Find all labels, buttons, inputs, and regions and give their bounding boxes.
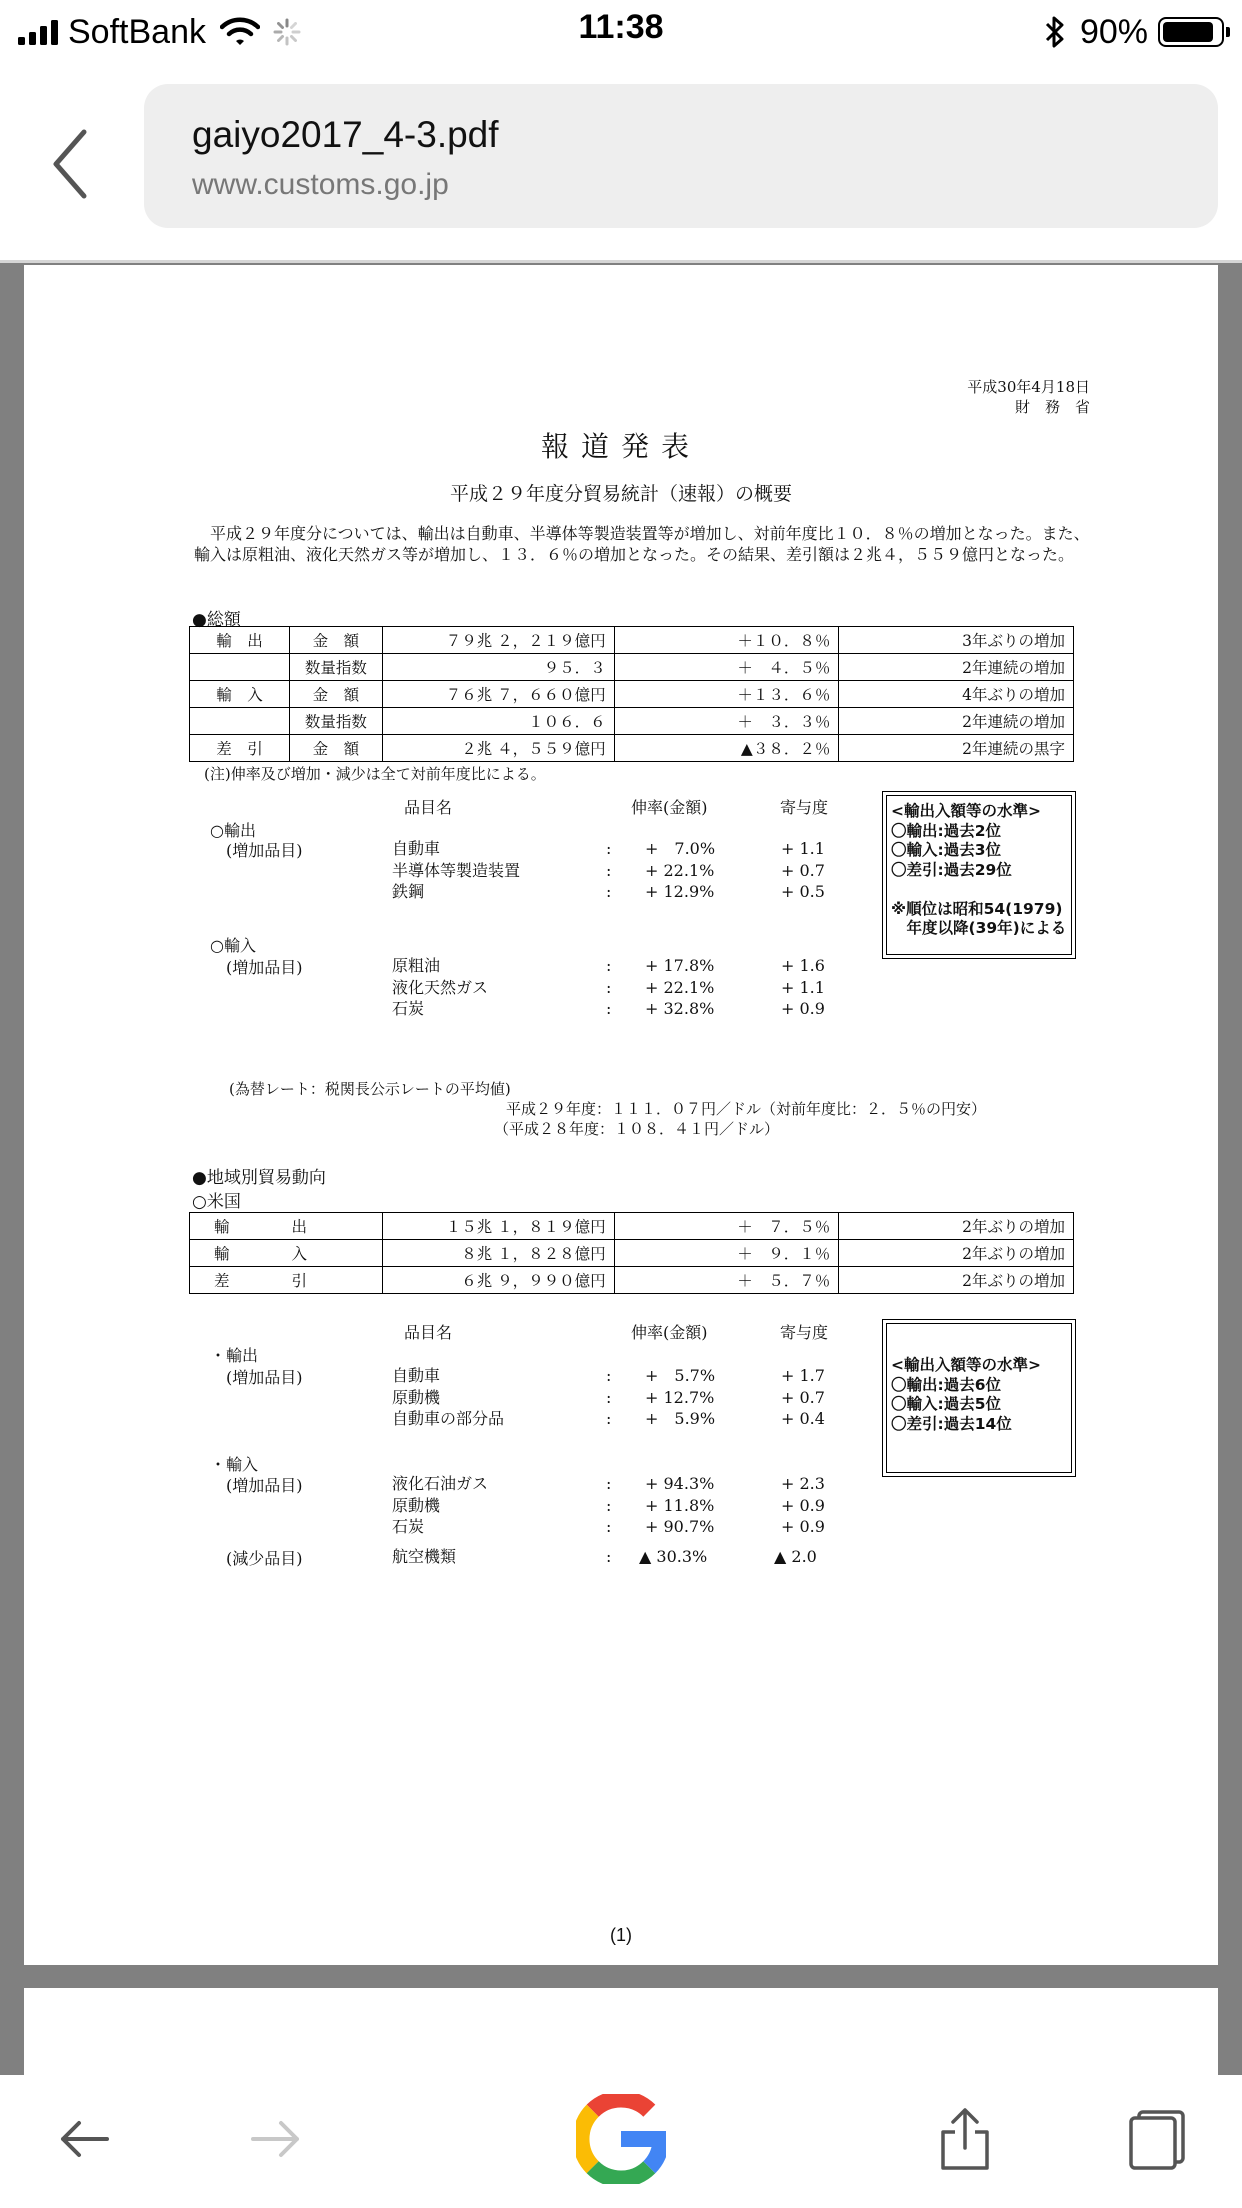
box-line: 〇差引:過去29位 bbox=[891, 860, 1012, 879]
ministry-name: 財 務 省 bbox=[1014, 398, 1090, 416]
export-subheading: (増加品目) bbox=[226, 841, 303, 860]
table-cell bbox=[190, 708, 290, 735]
clock: 11:38 bbox=[578, 8, 664, 46]
table-cell: ＋ ３．３％ bbox=[614, 708, 839, 735]
list-item bbox=[24, 977, 924, 999]
item-separator: : bbox=[606, 839, 612, 858]
item-separator: : bbox=[606, 1547, 612, 1566]
item-name: 半導体等製造装置 bbox=[392, 860, 521, 880]
item-rate: + 17.8% bbox=[645, 956, 715, 975]
item-separator: : bbox=[606, 1366, 612, 1385]
table-cell: 2年ぶりの増加 bbox=[839, 1213, 1074, 1240]
table-cell: ９５．３ bbox=[382, 654, 614, 681]
item-rate: + 94.3% bbox=[645, 1474, 715, 1493]
table-cell: 2年連続の増加 bbox=[839, 708, 1074, 735]
back-button[interactable] bbox=[45, 2099, 125, 2179]
share-icon bbox=[935, 2104, 995, 2174]
list-item bbox=[24, 881, 924, 903]
table-cell: ＋ ５．７％ bbox=[614, 1267, 839, 1294]
item-name: 石炭 bbox=[392, 1517, 425, 1536]
item-name: 液化石油ガス bbox=[392, 1474, 489, 1493]
table-cell: １５兆 １，８１９億円 bbox=[382, 1213, 614, 1240]
url-domain: www.customs.go.jp bbox=[192, 168, 449, 201]
table-row bbox=[190, 1267, 1074, 1294]
table-cell bbox=[190, 654, 290, 681]
box-line: 〇輸出:過去2位 bbox=[891, 821, 1001, 840]
item-separator: : bbox=[606, 882, 612, 901]
status-bar bbox=[0, 0, 1242, 62]
column-header-item: 品目名 bbox=[404, 798, 453, 817]
pdf-page bbox=[24, 265, 1218, 1965]
item-name: 原粗油 bbox=[392, 956, 441, 975]
item-contribution: + 0.7 bbox=[781, 860, 825, 880]
exchange-rate-heading: (為替レート：税関長公示レートの平均値) bbox=[229, 1080, 511, 1098]
item-separator: : bbox=[606, 860, 612, 880]
release-date: 平成30年4月18日 bbox=[967, 378, 1090, 396]
item-name: 石炭 bbox=[392, 999, 425, 1018]
table-row bbox=[190, 1240, 1074, 1267]
box-line: 〇輸入:過去5位 bbox=[891, 1395, 1001, 1413]
share-button[interactable] bbox=[925, 2099, 1005, 2179]
table-cell: 金 額 bbox=[289, 735, 382, 762]
table-cell: 差 引 bbox=[190, 735, 290, 762]
list-item bbox=[24, 1473, 924, 1495]
table-cell: ２兆 ４，５５９億円 bbox=[382, 735, 614, 762]
item-separator: : bbox=[606, 977, 612, 997]
table-cell: ＋ ７．５％ bbox=[614, 1213, 839, 1240]
item-contribution: + 2.3 bbox=[781, 1474, 825, 1493]
table-cell: 輸 出 bbox=[190, 627, 290, 654]
summary-paragraph: 平成２９年度分については、輸出は自動車、半導体等製造装置等が増加し、対前年度比１０．８％の増加となった。また、輸入は原粗油、液化天然ガス等が増加し、１３．６％の増加となった。その結果、差引額は２兆４，５５９億円となった。 bbox=[194, 524, 1090, 564]
table-cell: ７６兆 ７，６６０億円 bbox=[382, 681, 614, 708]
carrier-name: SoftBank bbox=[68, 12, 206, 51]
box-line: 〇輸出:過去6位 bbox=[891, 1375, 1001, 1394]
box-spacer bbox=[891, 880, 1067, 900]
item-rate: + 90.7% bbox=[645, 1517, 715, 1536]
table-cell: １０６．６ bbox=[382, 708, 614, 735]
item-rate: + 5.9% bbox=[645, 1409, 716, 1428]
item-rate: + 11.8% bbox=[645, 1495, 715, 1515]
table-cell: 数量指数 bbox=[289, 654, 382, 681]
box-line: <輸出入額等の水準> bbox=[891, 802, 1041, 820]
total-heading: ●総額 bbox=[192, 610, 241, 630]
item-separator: : bbox=[606, 1517, 612, 1536]
item-contribution: + 0.4 bbox=[781, 1409, 825, 1428]
item-contribution: + 1.1 bbox=[781, 977, 825, 997]
box-line: ※順位は昭和54(1979) bbox=[891, 899, 1063, 918]
tabs-button[interactable] bbox=[1118, 2099, 1198, 2179]
table-cell: 金 額 bbox=[289, 627, 382, 654]
item-name: 自動車の部分品 bbox=[392, 1409, 505, 1428]
item-separator: : bbox=[606, 1387, 612, 1407]
table-cell: 数量指数 bbox=[289, 708, 382, 735]
table-cell: ＋１０．８％ bbox=[614, 627, 839, 654]
box-line: <輸出入額等の水準> bbox=[891, 1356, 1041, 1374]
list-item bbox=[24, 998, 924, 1020]
country-heading: ○米国 bbox=[192, 1192, 241, 1212]
us-decrease-items bbox=[24, 1546, 924, 1568]
list-item bbox=[24, 1495, 924, 1517]
table-row bbox=[190, 1213, 1074, 1240]
url-title: gaiyo2017_4-3.pdf bbox=[192, 114, 499, 155]
item-name: 自動車 bbox=[392, 1366, 441, 1385]
item-name: 鉄鋼 bbox=[392, 882, 425, 901]
us-ranking-box bbox=[882, 1319, 1076, 1477]
column-header-rate: 伸率(金額) bbox=[631, 798, 708, 817]
tabs-icon bbox=[1125, 2106, 1191, 2172]
box-line: 〇差引:過去14位 bbox=[891, 1414, 1012, 1433]
google-home-button[interactable] bbox=[576, 2089, 666, 2189]
table-row bbox=[190, 735, 1074, 762]
import-subheading: (増加品目) bbox=[226, 958, 303, 977]
list-item bbox=[24, 1365, 924, 1387]
exchange-rate-current: 平成２９年度：１１１．０７円／ドル（対前年度比：２．５％の円安） bbox=[506, 1100, 987, 1118]
table-row bbox=[190, 681, 1074, 708]
table-cell: 2年ぶりの増加 bbox=[839, 1240, 1074, 1267]
table-cell: 金 額 bbox=[289, 681, 382, 708]
import-heading: ○輸入 bbox=[210, 936, 256, 955]
item-rate: + 22.1% bbox=[645, 977, 715, 997]
us-import-heading: ・輸入 bbox=[210, 1455, 259, 1474]
list-item bbox=[24, 1546, 924, 1568]
item-contribution: + 0.9 bbox=[781, 1495, 825, 1515]
item-separator: : bbox=[606, 999, 612, 1018]
table-cell: 3年ぶりの増加 bbox=[839, 627, 1074, 654]
table-cell: 4年ぶりの増加 bbox=[839, 681, 1074, 708]
item-rate: ▲ 30.3% bbox=[639, 1547, 708, 1566]
us-table bbox=[189, 1212, 1074, 1294]
table-cell: ７９兆 ２，２１９億円 bbox=[382, 627, 614, 654]
list-item bbox=[24, 1387, 924, 1409]
item-separator: : bbox=[606, 956, 612, 975]
item-contribution: ▲ 2.0 bbox=[774, 1547, 817, 1566]
bottom-toolbar bbox=[0, 2075, 1242, 2208]
item-separator: : bbox=[606, 1409, 612, 1428]
list-item bbox=[24, 1408, 924, 1430]
battery-percentage: 90% bbox=[1079, 12, 1148, 51]
us-import-items bbox=[24, 1473, 924, 1538]
list-item bbox=[24, 955, 924, 977]
table-cell: ▲３８．２％ bbox=[614, 735, 839, 762]
item-contribution: + 0.5 bbox=[781, 882, 825, 901]
us-export-heading: ・輸出 bbox=[210, 1346, 259, 1365]
table-cell: ＋ ９．１％ bbox=[614, 1240, 839, 1267]
total-table bbox=[189, 626, 1074, 762]
table-cell: 2年連続の増加 bbox=[839, 654, 1074, 681]
table-footnote: (注)伸率及び増加・減少は全て対前年度比による。 bbox=[204, 765, 546, 783]
google-logo-icon bbox=[576, 2094, 666, 2184]
item-rate: + 7.0% bbox=[645, 839, 716, 858]
item-rate: + 32.8% bbox=[645, 999, 715, 1018]
column-header-rate: 伸率(金額) bbox=[631, 1323, 708, 1342]
item-contribution: + 1.6 bbox=[781, 956, 825, 975]
list-item bbox=[24, 860, 924, 882]
back-chevron-icon[interactable] bbox=[46, 124, 96, 204]
pdf-viewer[interactable] bbox=[0, 263, 1242, 2075]
item-rate: + 22.1% bbox=[645, 860, 715, 880]
table-cell: 2年連続の黒字 bbox=[839, 735, 1074, 762]
forward-arrow-icon bbox=[245, 2114, 305, 2164]
item-contribution: + 1.1 bbox=[781, 839, 825, 858]
release-date-block bbox=[967, 377, 1090, 417]
column-header-contribution: 寄与度 bbox=[780, 798, 829, 817]
table-cell: ＋ ４．５％ bbox=[614, 654, 839, 681]
table-row bbox=[190, 627, 1074, 654]
item-rate: + 12.7% bbox=[645, 1387, 715, 1407]
exchange-rate-previous: （平成２８年度：１０８．４１円／ドル） bbox=[494, 1120, 780, 1138]
table-cell: ８兆 １，８２８億円 bbox=[382, 1240, 614, 1267]
item-contribution: + 0.7 bbox=[781, 1387, 825, 1407]
item-name: 液化天然ガス bbox=[392, 977, 489, 997]
box-line: 〇輸入:過去3位 bbox=[891, 841, 1001, 859]
item-name: 航空機類 bbox=[392, 1547, 457, 1566]
table-cell: 輸 入 bbox=[190, 1240, 383, 1267]
ranking-box bbox=[882, 791, 1076, 959]
item-rate: + 12.9% bbox=[645, 882, 715, 901]
list-item bbox=[24, 838, 924, 860]
table-row bbox=[190, 708, 1074, 735]
us-export-items bbox=[24, 1365, 924, 1430]
table-cell: ６兆 ９，９９０億円 bbox=[382, 1267, 614, 1294]
us-decrease-subheading: (減少品目) bbox=[226, 1549, 303, 1568]
bluetooth-icon bbox=[1044, 15, 1066, 49]
us-import-subheading: (増加品目) bbox=[226, 1476, 303, 1495]
item-contribution: + 0.9 bbox=[781, 1517, 825, 1536]
column-header-item: 品目名 bbox=[404, 1323, 453, 1342]
item-contribution: + 1.7 bbox=[781, 1366, 825, 1385]
item-name: 自動車 bbox=[392, 839, 441, 858]
table-row bbox=[190, 654, 1074, 681]
item-separator: : bbox=[606, 1495, 612, 1515]
export-heading: ○輸出 bbox=[210, 821, 256, 840]
url-field[interactable] bbox=[144, 84, 1218, 228]
regional-heading: ●地域別貿易動向 bbox=[192, 1168, 326, 1188]
column-header-contribution: 寄与度 bbox=[780, 1323, 829, 1342]
item-rate: + 5.7% bbox=[645, 1366, 716, 1385]
table-cell: 輸 入 bbox=[190, 681, 290, 708]
list-item bbox=[24, 1516, 924, 1538]
back-arrow-icon bbox=[55, 2114, 115, 2164]
us-export-subheading: (増加品目) bbox=[226, 1368, 303, 1387]
table-cell: 2年ぶりの増加 bbox=[839, 1267, 1074, 1294]
table-cell: 差 引 bbox=[190, 1267, 383, 1294]
browser-header bbox=[0, 62, 1242, 262]
world-import-items bbox=[24, 955, 924, 1020]
document-subtitle: 平成２９年度分貿易統計（速報）の概要 bbox=[449, 483, 792, 505]
item-separator: : bbox=[606, 1474, 612, 1493]
item-contribution: + 0.9 bbox=[781, 999, 825, 1018]
world-export-items bbox=[24, 838, 924, 903]
page-number: (1) bbox=[610, 1925, 632, 1945]
item-name: 原動機 bbox=[392, 1387, 441, 1407]
battery-icon bbox=[1158, 17, 1224, 47]
table-cell: ＋１３．６％ bbox=[614, 681, 839, 708]
forward-button[interactable] bbox=[235, 2099, 315, 2179]
box-line: 年度以降(39年)による bbox=[891, 919, 1067, 937]
item-name: 原動機 bbox=[392, 1495, 441, 1515]
table-cell: 輸 出 bbox=[190, 1213, 383, 1240]
press-release-title: 報道発表 bbox=[540, 430, 701, 463]
